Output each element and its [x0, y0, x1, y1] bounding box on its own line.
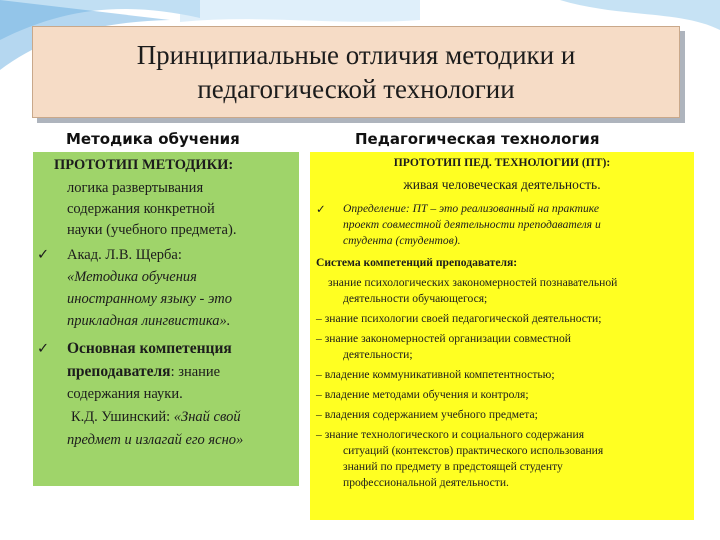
left-line: логика развертывания	[67, 180, 204, 196]
left-line: Основная компетенция	[67, 340, 232, 357]
header-methodology: Методика обучения	[66, 130, 240, 148]
competence-heading: Система компетенций преподавателя:	[316, 256, 518, 269]
right-line: проект совместной деятельности преподавателя и	[343, 218, 601, 231]
right-line: – владение методами обучения и контроля;	[316, 388, 529, 401]
slide-title: Принципиальные отличия методики и педагогической технологии	[136, 40, 576, 104]
left-line: содержания конкретной	[67, 201, 215, 217]
right-line: – знание технологического и социального содержания	[316, 428, 585, 441]
right-line: – владения содержанием учебного предмета;	[316, 408, 538, 421]
check-icon: ✓	[316, 202, 326, 216]
right-line: ситуаций (контекстов) практического использования	[343, 444, 604, 457]
left-line: : знание	[170, 364, 221, 380]
methodology-prototype-label: ПРОТОТИП МЕТОДИКИ:	[54, 157, 234, 173]
right-line: знание психологических закономерностей познавательной	[328, 276, 618, 289]
right-line: знаний по предмету в предстоящей студенту	[343, 460, 563, 473]
right-line: деятельности обучающегося;	[343, 292, 488, 305]
title-box	[32, 26, 680, 118]
right-line: – знание закономерностей организации совместной	[316, 332, 572, 345]
right-line: – владение коммуникативной компетентностью;	[316, 368, 555, 381]
header-ped-technology: Педагогическая технология	[355, 130, 600, 148]
right-line: деятельности;	[343, 348, 413, 361]
right-line: живая человеческая деятельность.	[403, 177, 601, 192]
left-line: Акад. Л.В. Щерба:	[67, 247, 182, 263]
left-line: предмет и излагай его ясно»	[67, 432, 244, 448]
left-line: «Методика обучения	[67, 269, 197, 285]
left-line: преподавателя	[67, 363, 171, 380]
left-line: «Знай свой	[173, 409, 241, 425]
left-line: содержания науки.	[67, 386, 183, 402]
left-line: науки (учебного предмета).	[67, 222, 237, 238]
check-icon: ✓	[37, 247, 50, 263]
right-line: студента (студентов).	[343, 234, 461, 247]
left-line: К.Д. Ушинский:	[71, 409, 174, 425]
left-line: иностранному языку - это	[67, 291, 232, 307]
ped-tech-prototype-label: ПРОТОТИП ПЕД. ТЕХНОЛОГИИ (ПТ):	[393, 156, 611, 169]
left-line: прикладная лингвистика».	[67, 313, 231, 329]
right-line: – знание психологии своей педагогической деятельности;	[316, 312, 602, 325]
methodology-panel	[33, 152, 299, 486]
right-line: профессиональной деятельности.	[343, 476, 509, 489]
right-line: Определение: ПТ – это реализованный на практике	[343, 202, 600, 215]
check-icon: ✓	[37, 341, 50, 357]
ped-technology-panel	[310, 152, 694, 520]
